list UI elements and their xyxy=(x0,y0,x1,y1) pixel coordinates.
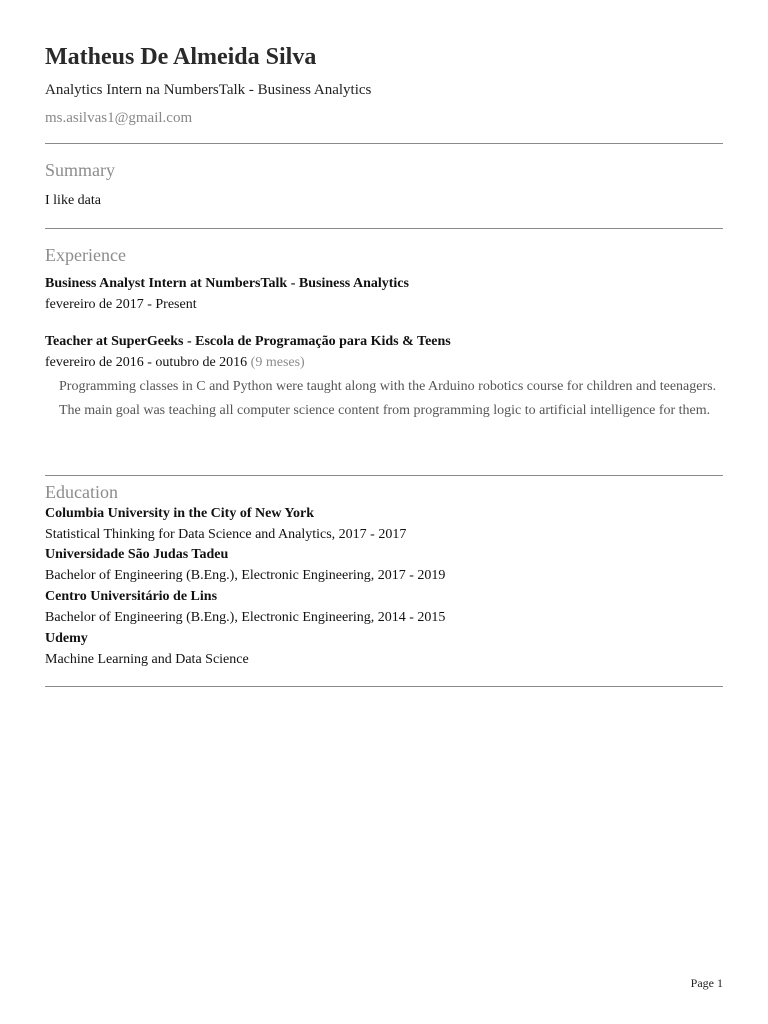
education-detail: Bachelor of Engineering (B.Eng.), Electronic Engineering, 2017 - 2019 xyxy=(45,568,446,583)
education-school: Centro Universitário de Lins xyxy=(45,589,218,604)
experience-date-range: fevereiro de 2016 - outubro de 2016 xyxy=(45,355,248,370)
experience-role: Business Analyst Intern at NumbersTalk - Business Analytics xyxy=(45,276,409,291)
divider xyxy=(45,475,723,476)
education-school: Columbia University in the City of New York xyxy=(45,506,314,521)
experience-duration: (9 meses) xyxy=(250,355,305,370)
candidate-name: Matheus De Almeida Silva xyxy=(45,44,317,70)
candidate-headline: Analytics Intern na NumbersTalk - Business Analytics xyxy=(45,82,372,98)
education-detail: Bachelor of Engineering (B.Eng.), Electronic Engineering, 2014 - 2015 xyxy=(45,610,446,625)
candidate-email[interactable]: ms.asilvas1@gmail.com xyxy=(45,110,193,126)
summary-text: I like data xyxy=(45,193,101,208)
education-detail: Machine Learning and Data Science xyxy=(45,652,249,667)
education-school: Universidade São Judas Tadeu xyxy=(45,547,229,562)
divider xyxy=(45,686,723,687)
page-number: Page 1 xyxy=(690,976,723,990)
education-heading: Education xyxy=(45,482,118,502)
experience-dates xyxy=(45,355,305,371)
education-detail: Statistical Thinking for Data Science and Analytics, 2017 - 2017 xyxy=(45,527,407,542)
experience-date-range: fevereiro de 2017 - Present xyxy=(45,297,197,312)
divider xyxy=(45,228,723,229)
experience-heading: Experience xyxy=(45,245,126,265)
education-school: Udemy xyxy=(45,631,88,646)
experience-description: Programming classes in C and Python were taught along with the Arduino robotics course for children and teenagers. The main goal was teaching all computer science content from programming logic to artificial intelligence for them. xyxy=(59,379,717,418)
summary-heading: Summary xyxy=(45,160,115,180)
experience-role: Teacher at SuperGeeks - Escola de Programação para Kids & Teens xyxy=(45,334,451,349)
divider xyxy=(45,143,723,144)
experience-dates xyxy=(45,297,197,313)
